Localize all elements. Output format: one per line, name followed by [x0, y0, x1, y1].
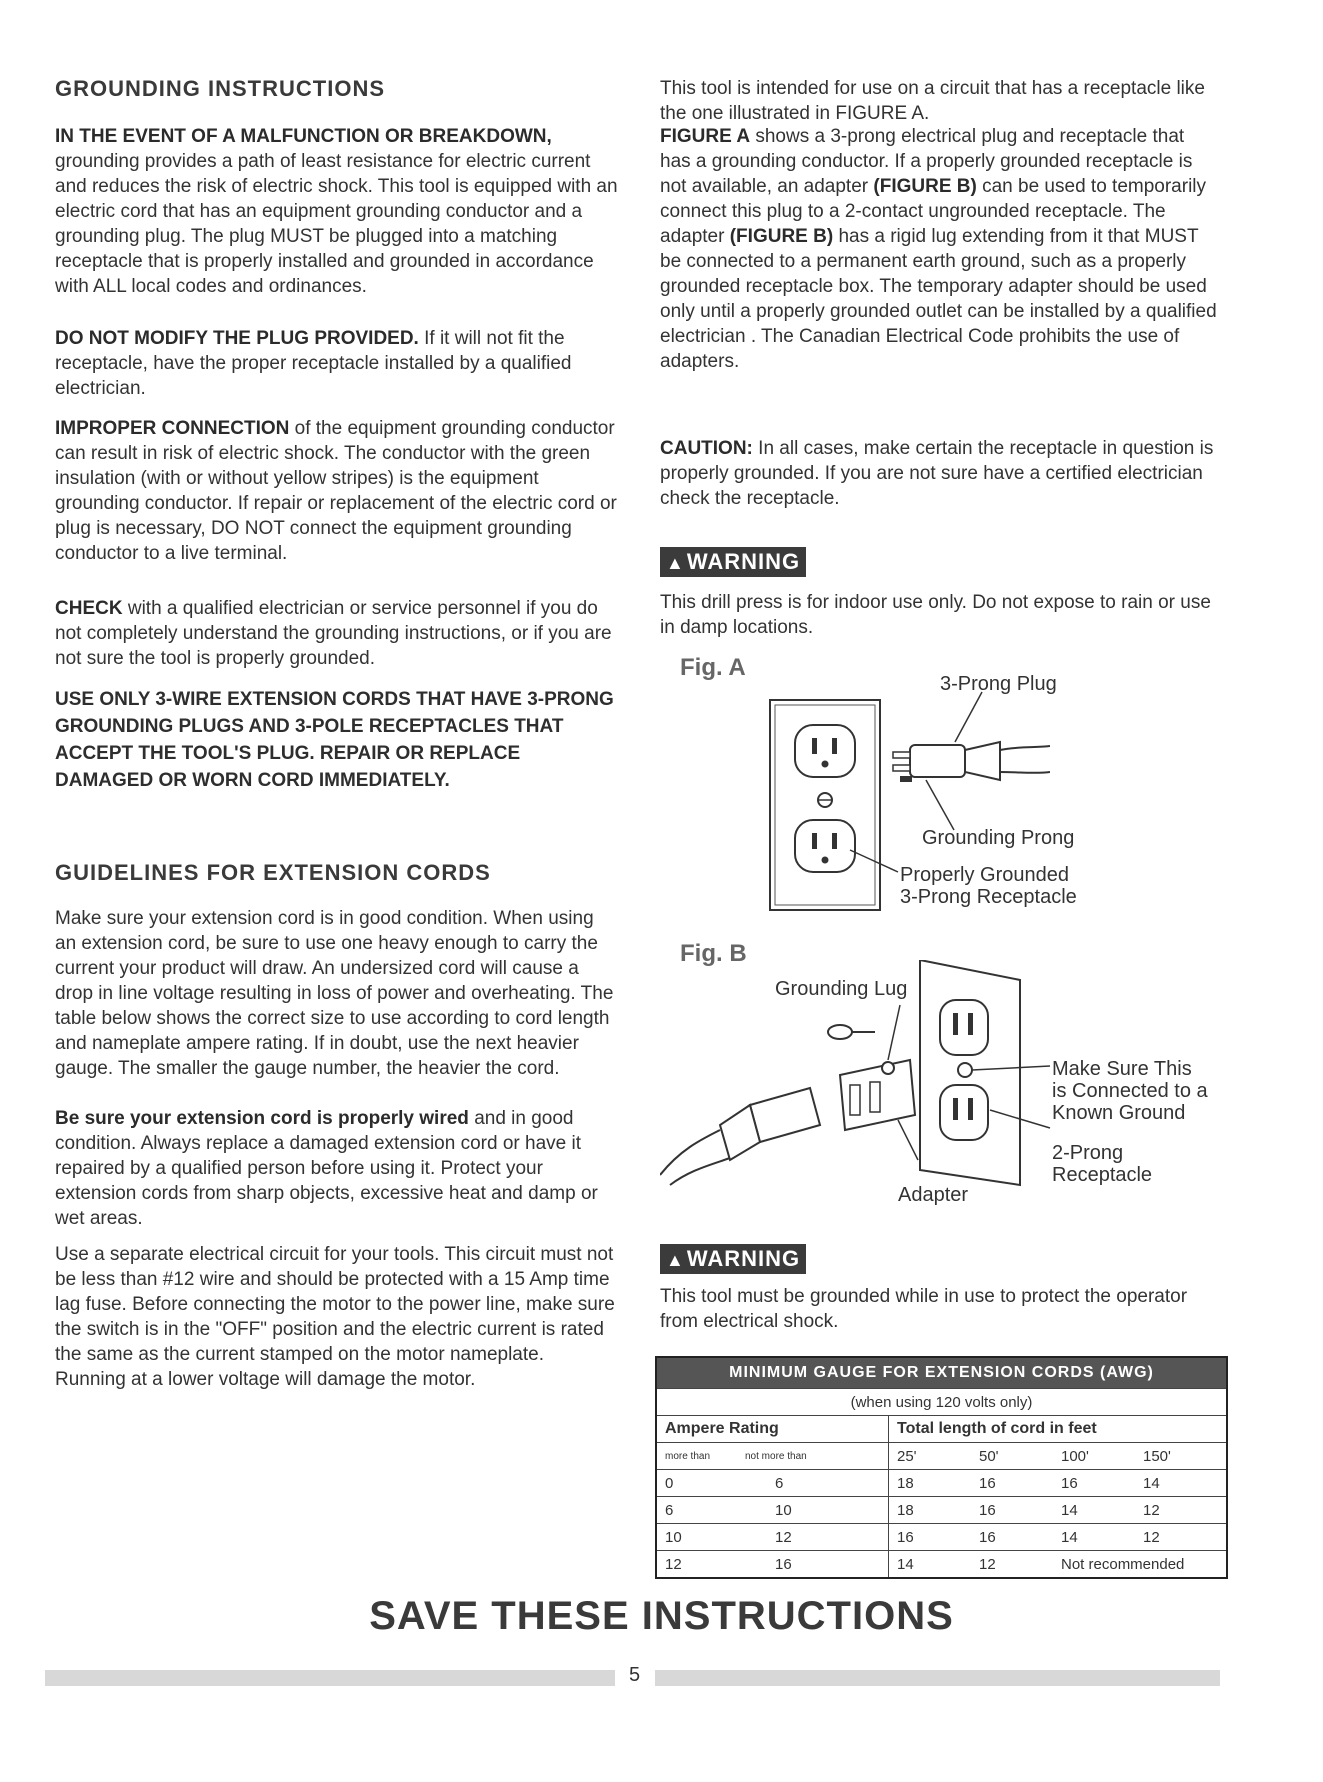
grounding-paragraph-3	[55, 416, 620, 566]
save-these-instructions: SAVE THESE INSTRUCTIONS	[369, 1594, 954, 1638]
figure-b-ref-1: (FIGURE B)	[873, 176, 977, 197]
more-than-label: more than	[665, 1450, 711, 1462]
upper-socket	[795, 725, 855, 777]
warning-label: WARNING	[686, 549, 801, 574]
two-prong-callout-2: Receptacle	[1052, 1164, 1153, 1186]
adapter-callout: Adapter	[898, 1184, 969, 1206]
fig-a-label: Fig. A	[680, 654, 746, 681]
gauge-cell: 14	[897, 1555, 914, 1573]
check-lead: CHECK	[55, 598, 123, 619]
extension-paragraph-3: Use a separate electrical circuit for your tools. This circuit must not be less than #12 wire and should be protected with a 15 Amp time lag fuse. Before connecting the motor to the power line, make sure the switch is in the "OFF" position and the electric current is rated the same as the current stamped on the motor nameplate. Running at a lower voltage will damage the motor.	[55, 1244, 615, 1390]
gauge-cell: 18	[897, 1501, 914, 1519]
gauge-cell: 14	[1061, 1528, 1078, 1546]
properly-grounded-callout-2: 3-Prong Receptacle	[900, 886, 1077, 908]
table-row	[656, 1551, 1227, 1579]
warning-triangle-icon: ▲	[666, 553, 685, 573]
not-more-than-label: not more than	[745, 1450, 807, 1462]
caution-text: In all cases, make certain the receptacle in question is properly grounded. If you are not sure have a certified electrician check the receptacle.	[660, 438, 1214, 509]
gauge-cell: 18	[897, 1474, 914, 1492]
extension-cord-requirements: USE ONLY 3-WIRE EXTENSION CORDS THAT HAVE 3-PRONG GROUNDING PLUGS AND 3-POLE RECEPTACLES THAT ACCEPT THE TOOL'S PLUG. REPAIR OR REPLACE DAMAGED OR WORN CORD IMMEDIATELY.	[55, 689, 614, 791]
warning-badge-grounded	[660, 1244, 806, 1274]
gauge-cell: 12	[1143, 1528, 1160, 1546]
grounding-p2-text: If it will not fit the receptacle, have the proper receptacle installed by a qualified electrician.	[55, 328, 572, 399]
table-subtitle: (when using 120 volts only)	[656, 1389, 1227, 1416]
ampere-subheader	[656, 1443, 889, 1470]
footer-rule-left	[45, 1670, 615, 1686]
properly-wired-lead: Be sure your extension cord is properly wired	[55, 1108, 469, 1129]
properly-grounded-callout-1: Properly Grounded	[900, 864, 1069, 886]
adapter-body	[840, 1060, 915, 1130]
table-title: MINIMUM GAUGE FOR EXTENSION CORDS (AWG)	[656, 1357, 1227, 1389]
three-prong-plug	[893, 742, 1050, 782]
grounded-warning-text: This tool must be grounded while in use to protect the operator from electrical shock.	[660, 1286, 1188, 1332]
length-25: 25'	[897, 1447, 917, 1465]
gauge-cell: 14	[1143, 1474, 1160, 1492]
row-min: 12	[665, 1555, 682, 1573]
table-row	[656, 1524, 1227, 1551]
grounding-p4-text: with a qualified electrician or service personnel if you do not completely understand the grounding instructions, or if you are not sure the tool is properly grounded.	[55, 598, 612, 669]
grounding-prong-callout: Grounding Prong	[922, 827, 1075, 849]
grounding-paragraph-1	[55, 124, 620, 299]
lower-socket	[795, 820, 855, 872]
figure-b-adapter-illustration	[660, 960, 1060, 1190]
known-ground-callout-1: Make Sure This	[1052, 1058, 1192, 1080]
fig-b-label: Fig. B	[680, 940, 747, 967]
extension-paragraph-1: Make sure your extension cord is in good condition. When using an extension cord, be sure to use one heavy enough to carry the current your product will draw. An undersized cord will cause a drop in line voltage resulting in loss of power and overheating. The table below shows the correct size to use according to cord length and nameplate ampere rating. If in doubt, use the next heavier gauge. The smaller the gauge number, the heavier the cord.	[55, 908, 614, 1079]
length-subheader	[889, 1443, 1228, 1470]
length-50: 50'	[979, 1447, 999, 1465]
row-max: 12	[775, 1528, 792, 1546]
extension-p2-text: and in good condition. Always replace a damaged extension cord or have it repaired by a qualified person before using it. Protect your extension cords from sharp objects, excessive heat and damp or wet areas.	[55, 1108, 598, 1229]
indoor-warning-text: This drill press is for indoor use only. Do not expose to rain or use in damp locations.	[660, 592, 1211, 638]
length-150: 150'	[1143, 1447, 1171, 1465]
known-ground-callout-3: Known Ground	[1052, 1102, 1186, 1124]
length-100: 100'	[1061, 1447, 1089, 1465]
figure-a-text-3: has a rigid lug extending from it that MUST be connected to a permanent earth ground, such as a properly grounded receptacle box. The temporary adapter should be used only until a properly grounded outlet can be installed by a qualified electrician . The Canadian Electrical Code prohibits the use of adapters.	[660, 226, 1217, 372]
gauge-cell: 16	[1061, 1474, 1078, 1492]
gauge-cell: 16	[979, 1474, 996, 1492]
row-max: 6	[775, 1474, 784, 1492]
gauge-cell: 12	[1143, 1501, 1160, 1519]
do-not-modify-lead: DO NOT MODIFY THE PLUG PROVIDED.	[55, 328, 419, 349]
grounding-p3-text: of the equipment grounding conductor can result in risk of electric shock. The conductor with the green insulation (with or without yellow stripes) is the equipment grounding conductor. If repair or replacement of the electric cord or plug is necessary, DO NOT connect the equipment grounding conductor to a live terminal.	[55, 418, 617, 564]
row-min: 6	[665, 1501, 674, 1519]
footer-rule-right	[655, 1670, 1220, 1686]
figure-a-lead: FIGURE A	[660, 126, 751, 147]
grounding-lug-callout: Grounding Lug	[775, 978, 908, 1000]
row-max: 10	[775, 1501, 792, 1519]
figure-a-text-2: can be used to temporarily connect this plug to a 2-contact ungrounded receptacle. The adapter	[660, 176, 1207, 247]
grounding-paragraph-4	[55, 596, 620, 671]
warning-label: WARNING	[686, 1246, 801, 1271]
gauge-cell: 16	[979, 1501, 996, 1519]
gauge-cell: 16	[979, 1528, 996, 1546]
page-number: 5	[629, 1664, 641, 1686]
warning-triangle-icon: ▲	[666, 1250, 685, 1270]
lug-screw	[828, 1025, 875, 1039]
caution-lead: CAUTION:	[660, 438, 753, 459]
malfunction-lead: IN THE EVENT OF A MALFUNCTION OR BREAKDOWN,	[55, 126, 552, 147]
extension-cord-gauge-table	[655, 1356, 1228, 1579]
cord-length-header: Total length of cord in feet	[889, 1416, 1228, 1443]
known-ground-callout-2: is Connected to a	[1052, 1080, 1208, 1102]
table-row	[656, 1497, 1227, 1524]
row-max: 16	[775, 1555, 792, 1573]
figure-a-paragraph	[660, 124, 1220, 374]
warning-badge-indoor	[660, 547, 806, 577]
figure-a-outlet-illustration	[750, 690, 1050, 920]
caution-paragraph	[660, 436, 1220, 511]
improper-connection-lead: IMPROPER CONNECTION	[55, 418, 290, 439]
two-prong-callout-1: 2-Prong	[1052, 1142, 1124, 1164]
three-prong-plug-callout: 3-Prong Plug	[940, 673, 1057, 695]
gauge-cell: 14	[1061, 1501, 1078, 1519]
row-min: 10	[665, 1528, 682, 1546]
plug-b	[660, 1088, 820, 1185]
gauge-cell: 12	[979, 1555, 996, 1573]
figure-a-text-1: shows a 3-prong electrical plug and receptacle that has a grounding conductor. If a properly grounded receptacle is not available, an adapter	[660, 126, 1193, 197]
extension-cords-heading: GUIDELINES FOR EXTENSION CORDS	[55, 860, 491, 885]
gauge-cell: Not recommended	[1061, 1555, 1185, 1573]
table-row	[656, 1470, 1227, 1497]
grounding-heading: GROUNDING INSTRUCTIONS	[55, 76, 385, 101]
grounding-p1-text: grounding provides a path of least resistance for electric current and reduces the risk of electric shock. This tool is equipped with an electric cord that has an equipment grounding conductor and a grounding plug. The plug MUST be plugged into a matching receptacle that is properly installed and grounded in accordance with ALL local codes and ordinances.	[55, 151, 618, 297]
extension-paragraph-2	[55, 1106, 620, 1231]
grounding-paragraph-2	[55, 326, 620, 401]
gauge-cell: 16	[897, 1528, 914, 1546]
ampere-rating-header: Ampere Rating	[656, 1416, 889, 1443]
row-min: 0	[665, 1474, 674, 1492]
circuit-paragraph: This tool is intended for use on a circuit that has a receptacle like the one illustrated in FIGURE A.	[660, 78, 1205, 124]
figure-b-ref-2: (FIGURE B)	[729, 226, 834, 247]
